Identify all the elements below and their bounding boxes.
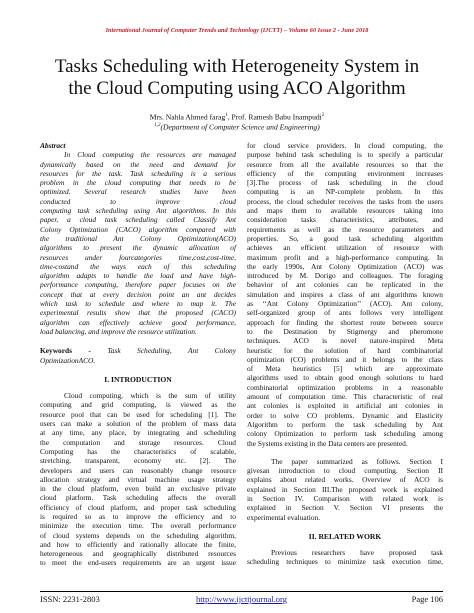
text-line: to the Destination by Stigmergy and pheromone (247, 326, 443, 336)
text-line: requirements as well as the resource parameters and (247, 224, 443, 234)
text-line: time-costand the ways each of this scheduling (40, 261, 236, 271)
title-line-2: the Cloud Computing using ACO Algorithm (68, 78, 406, 99)
text-line: stretching, transparent, economy etc. [2]. The (40, 456, 236, 466)
text-line: paper, a cloud task scheduling called Classify Ant (40, 215, 236, 225)
text-line: algorithms used to obtain good enough solutions to hard (247, 373, 443, 383)
keywords-line-1: Task Scheduling, Ant Colony (107, 346, 236, 356)
text-line: developers and users can reasonably change resource (40, 465, 236, 475)
keywords-label: Keywords - (40, 346, 91, 356)
right-column (247, 141, 443, 567)
text-line: and maps them to available resources taking into (247, 206, 443, 216)
text-line: minimize the execution time. The overall performance (40, 521, 236, 531)
affiliation (20, 121, 454, 133)
text-line: experimental evaluation. (247, 512, 321, 522)
text-line: experimental results show that the proposed (CACO) (40, 308, 236, 318)
text-line: load balancing, and improve the resource utilization. (40, 326, 197, 336)
text-line: scheduling techniques to minimize task execution time, (247, 557, 443, 567)
text-line: resources for the task. Task scheduling is a serious (40, 168, 236, 178)
text-line: algorithm can effectively achieve good performance, (40, 317, 236, 327)
text-line: explains about related works. Overview of ACO is (247, 475, 443, 485)
text-line: heuristic for the solution of hard combinatorial (247, 345, 443, 355)
text-line: ant colonies is exploited in artificial ant colonies in (247, 401, 443, 411)
text-line: computing is an NP-complete problem. In this (247, 187, 443, 197)
abstract-body (40, 150, 236, 336)
related-work-heading: II. RELATED WORK (308, 531, 382, 541)
text-line: explained in Section III.The proposed work is explained (247, 484, 443, 494)
text-line: efficiency of cloud platform, and proper task scheduling (40, 502, 236, 512)
text-line: users can make a solution of the problem of mass data (40, 419, 236, 429)
text-line: consideration tasks characteristics, attributes, and (247, 215, 443, 225)
journal-url-link[interactable]: http://www.ijcttjournal.org (196, 594, 287, 604)
text-line: concept that at every decision point an ant decides (40, 289, 236, 299)
text-line: at any time, any place, by integrating and scheduling (40, 428, 236, 438)
text-line: Algorithm to perform the task scheduling by Ant (247, 419, 443, 429)
intro-heading: I. INTRODUCTION (104, 374, 172, 384)
text-line: approach for finding the shortest route between source (247, 317, 443, 327)
keywords-section (40, 346, 236, 365)
text-line: computing and grid computing, is viewed as the (40, 400, 236, 410)
author-1-sup: 1 (225, 113, 228, 118)
text-line: self-organized group of ants follows very intelligent (247, 308, 443, 318)
text-line: for cloud service providers. In cloud computing, the (247, 141, 443, 150)
text-line: the computation and storage resources. Cloud (40, 437, 236, 447)
text-line: Previous researchers have proposed task (271, 548, 443, 558)
text-line: behavior of ant colonies can be replicated in the (247, 280, 443, 290)
author-2-sup: 2 (321, 113, 325, 118)
text-line: is required so as to improve the efficiency and to (40, 511, 236, 521)
text-line: givesan introduction to cloud computing. Section II (247, 466, 443, 476)
author-1: Mrs. Nahla Ahmed farag (149, 112, 226, 122)
text-line: amount of computation time. This characteristic of real (247, 392, 443, 402)
text-line: optimized. Several research studies have been (40, 187, 236, 197)
affiliation-text: (Department of Computer Science and Engineering) (160, 122, 320, 132)
text-line: and how to efficiently and rationally allocate the finite, (40, 539, 236, 549)
text-line: allocation strategy and virtual machine usage strategy (40, 474, 236, 484)
text-line: combinatorial optimization problems in a reasonable (247, 382, 443, 392)
text-line: the traditional Ant Colony Optimization(ACO) (40, 233, 236, 243)
text-line: to meet the end-users requirements are an urgent issue (40, 558, 236, 568)
text-line: cloud platform. Task scheduling affects the overall (40, 493, 236, 503)
text-line: properties. So, a good task scheduling algorithm (247, 233, 443, 243)
intro-continued-body (247, 141, 443, 448)
paper-outline-body (247, 457, 443, 522)
text-line: simulation and inspires a class of ant algorithms known (247, 289, 443, 299)
text-line: resources under fourcategories time,cost,cost-time, (40, 252, 236, 262)
text-line: Cloud computing, which is the sum of utility (64, 391, 236, 401)
text-line: maximum profit and a high-performance computing. In (247, 252, 443, 262)
text-line: dynamically based on the need and demand for (40, 159, 236, 169)
text-line: computing task scheduling using Ant algorithms. In this (40, 206, 236, 216)
text-line: introduced by M. Dorigo and colleagues. The foraging (247, 271, 443, 281)
text-line: techniques. ACO is novel nature-inspired Meta (247, 336, 443, 346)
text-line: The paper summarized as follows. Section I (271, 456, 443, 466)
page-number: Page 106 (411, 594, 443, 604)
intro-body (40, 391, 236, 568)
text-line: heterogeneous and geographically distributed resources (40, 549, 236, 559)
text-line: [3].The process of task scheduling in the cloud (247, 178, 443, 188)
abstract-label: Abstract (40, 141, 66, 150)
text-line: optimization (CO) problems and it belongs to the class (247, 354, 443, 364)
text-line: order to solve CO problems. Dynamic and Elasticity (247, 410, 443, 420)
text-line: resource from all the available resources so that the (247, 159, 443, 169)
page-footer (40, 594, 443, 606)
related-work-body (247, 548, 443, 567)
text-line: of cloud systems depends on the scheduling algorithm, (40, 530, 236, 540)
footer-divider (40, 591, 443, 592)
text-line: problem in the cloud computing that needs to be (40, 178, 236, 188)
text-line: the Systems existing in the Data centers are presented. (247, 438, 408, 448)
text-line: the early 1990s, Ant Colony Optimization (ACO) was (247, 261, 443, 271)
text-line: efficiency of the computing environment increases (247, 168, 443, 178)
text-line: algorithm adapts to handle the load and have high- (40, 271, 236, 281)
text-line: resource pool that can be used for scheduling [1]. The (40, 409, 236, 419)
text-line: in the cloud platform, even build an exclusive private (40, 484, 236, 494)
affiliation-sup: 1,2 (154, 123, 161, 128)
keywords-line-2: OptimizationACO. (40, 355, 96, 365)
journal-header: International Journal of Computer Trends and Technology (IJCTT) – Volume 60 Issue 2 - June 2018 (105, 27, 369, 34)
text-line: of Meta heuristics [5] which are approximate (247, 364, 443, 374)
text-line: performance computing, therefore paper focuses on the (40, 280, 236, 290)
text-line: algorithms to present the dynamic allocation of (40, 243, 236, 253)
text-line: conducted to improve cloud (40, 196, 236, 206)
text-line: which task to schedule and where to map it. The (40, 299, 236, 309)
text-line: process, the cloud scheduler receives the tasks from the users (247, 196, 443, 206)
abstract-section (40, 141, 236, 336)
text-line: Computing has the characteristics of scalable, (40, 446, 236, 456)
paper-title (20, 56, 454, 100)
text-line: Colony Optimization (CACO) algorithm compared with (40, 224, 236, 234)
author-2: , Prof. Ramesh Babu Inampudi (227, 112, 322, 122)
text-line: explained in Section V. Section VI presents the (247, 503, 443, 513)
text-line: In Cloud computing the resources are managed (64, 150, 236, 160)
text-line: purpose behind task scheduling is to specify a particular (247, 150, 443, 160)
left-column (40, 141, 236, 568)
issn: ISSN: 2231-2803 (40, 594, 100, 604)
text-line: achieves an efficient utilization of resource with (247, 243, 443, 253)
text-line: colony Optimization to perform task scheduling among (247, 429, 443, 439)
text-line: in Section IV. Comparison with related work is (247, 493, 443, 503)
title-line-1: Tasks Scheduling with Heterogeneity System in (54, 56, 420, 77)
text-line: as ‘‘Ant Colony Optimization’’ (ACO). Ant colony, (247, 299, 443, 309)
